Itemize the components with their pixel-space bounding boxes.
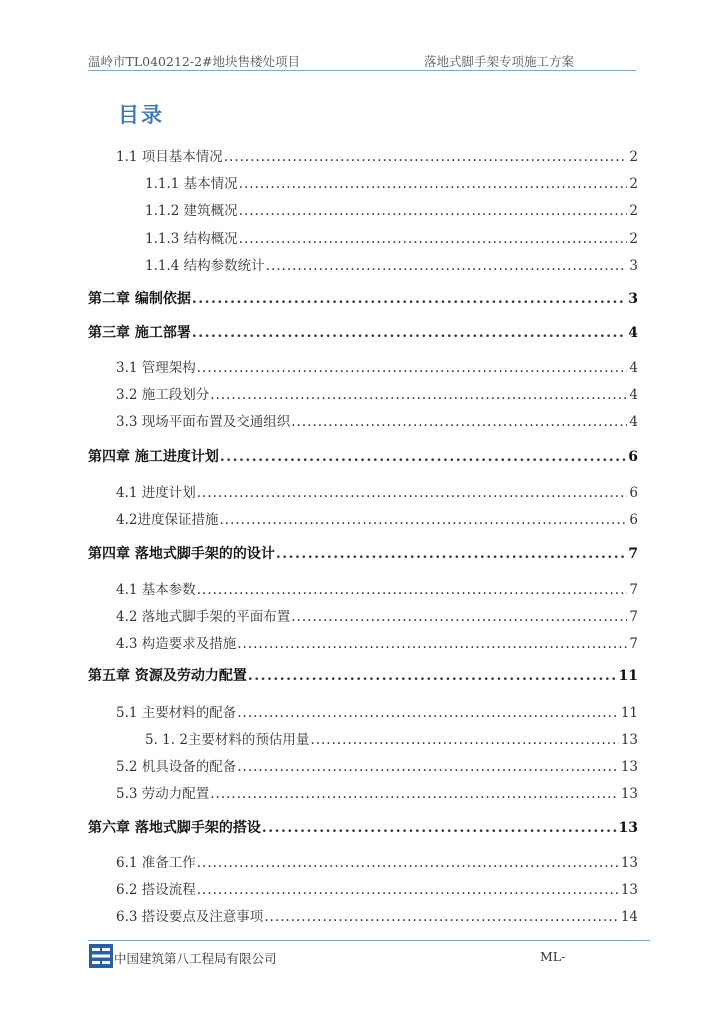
- toc-entry-label: 4.1 进度计划: [116, 485, 196, 501]
- toc-entry-label: 第四章 落地式脚手架的的设计: [88, 546, 275, 562]
- footer-divider: [88, 940, 650, 941]
- toc-entry-label: 第三章 施工部署: [88, 325, 191, 341]
- toc-entry-page-number: 13: [620, 759, 638, 775]
- toc-entry-page-number: 2: [629, 176, 638, 192]
- toc-entry-page-number: 7: [628, 546, 638, 562]
- toc-entry-label: 1.1.4 结构参数统计: [145, 258, 265, 274]
- toc-chapter-entry[interactable]: [88, 817, 638, 837]
- toc-entry-label: 第五章 资源及劳动力配置: [88, 668, 247, 684]
- toc-leader-dots: [192, 325, 626, 341]
- toc-entry-label: 3.2 施工段划分: [116, 387, 210, 403]
- footer-page-code: ML-: [540, 949, 566, 964]
- toc-entry-label: 1.1.3 结构概况: [145, 231, 238, 247]
- toc-section-entry[interactable]: [116, 383, 638, 403]
- toc-chapter-entry[interactable]: [88, 322, 638, 342]
- toc-leader-dots: [219, 512, 627, 528]
- toc-leader-dots: [197, 882, 619, 898]
- toc-entry-label: 3.1 管理架构: [116, 360, 196, 376]
- toc-entry-label: 4.2 落地式脚手架的平面布置: [116, 609, 291, 625]
- toc-entry-label: 4.1 基本参数: [116, 582, 196, 598]
- toc-section-entry[interactable]: [116, 578, 638, 598]
- toc-entry-label: 6.2 搭设流程: [116, 882, 196, 898]
- toc-subsection-entry[interactable]: [145, 227, 638, 247]
- toc-entry-page-number: 3: [629, 258, 638, 274]
- toc-entry-page-number: 11: [620, 705, 638, 721]
- toc-leader-dots: [210, 786, 619, 802]
- toc-entry-label: 1.1.2 建筑概况: [145, 203, 238, 219]
- toc-leader-dots: [276, 546, 626, 562]
- toc-leader-dots: [264, 909, 619, 925]
- toc-entry-page-number: 2: [629, 149, 638, 165]
- toc-entry-page-number: 13: [620, 786, 638, 802]
- toc-section-entry[interactable]: [116, 632, 638, 652]
- toc-entry-label: 第四章 施工进度计划: [88, 449, 219, 465]
- header-project-name: 温岭市TL040212-2#地块售楼处项目: [88, 54, 301, 69]
- toc-section-entry[interactable]: [116, 905, 638, 925]
- page-header: [88, 50, 636, 71]
- toc-leader-dots: [220, 449, 626, 465]
- toc-entry-page-number: 4: [628, 325, 638, 341]
- toc-leader-dots: [248, 668, 617, 684]
- toc-entry-page-number: 6: [628, 449, 638, 465]
- toc-leader-dots: [210, 387, 627, 403]
- toc-entry-page-number: 11: [618, 668, 638, 684]
- toc-section-entry[interactable]: [116, 851, 638, 871]
- toc-section-entry[interactable]: [116, 605, 638, 625]
- toc-entry-page-number: 13: [620, 882, 638, 898]
- toc-entry-label: 3.3 现场平面布置及交通组织: [116, 414, 291, 430]
- toc-leader-dots: [197, 360, 628, 376]
- footer-company-name: 中国建筑第八工程局有限公司: [114, 951, 277, 966]
- toc-leader-dots: [291, 414, 627, 430]
- toc-entry-label: 4.3 构造要求及措施: [116, 636, 237, 652]
- toc-chapter-entry[interactable]: [88, 446, 638, 466]
- toc-title: 目录: [118, 103, 164, 127]
- toc-entry-label: 6.1 准备工作: [116, 855, 196, 871]
- toc-entry-page-number: 3: [628, 291, 638, 307]
- toc-entry-label: 6.3 搭设要点及注意事项: [116, 909, 264, 925]
- toc-leader-dots: [197, 582, 628, 598]
- toc-leader-dots: [310, 732, 618, 748]
- toc-entry-label: 第二章 编制依据: [88, 291, 191, 307]
- toc-leader-dots: [237, 636, 627, 652]
- toc-subsection-entry[interactable]: [145, 254, 638, 274]
- toc-entry-page-number: 13: [620, 732, 638, 748]
- toc-entry-page-number: 2: [629, 203, 638, 219]
- toc-section-entry[interactable]: [116, 878, 638, 898]
- toc-leader-dots: [237, 759, 619, 775]
- toc-leader-dots: [237, 705, 619, 721]
- toc-entry-page-number: 4: [629, 414, 638, 430]
- toc-leader-dots: [239, 176, 628, 192]
- toc-entry-label: 4.2进度保证措施: [116, 512, 219, 528]
- toc-entry-label: 1.1 项目基本情况: [116, 149, 223, 165]
- cscec-logo-icon: [89, 944, 113, 968]
- toc-section-entry[interactable]: [116, 481, 638, 501]
- toc-entry-page-number: 13: [620, 855, 638, 871]
- toc-leader-dots: [239, 231, 628, 247]
- toc-subsection-entry[interactable]: [145, 172, 638, 192]
- toc-section-entry[interactable]: [116, 508, 638, 528]
- toc-subsection-entry[interactable]: [145, 199, 638, 219]
- toc-section-entry[interactable]: [116, 410, 638, 430]
- toc-entry-page-number: 4: [629, 387, 638, 403]
- toc-entry-label: 5.3 劳动力配置: [116, 786, 210, 802]
- toc-entry-label: 5.1 主要材料的配备: [116, 705, 237, 721]
- toc-section-entry[interactable]: [116, 755, 638, 775]
- toc-chapter-entry[interactable]: [88, 665, 638, 685]
- toc-entry-label: 5. 1. 2主要材料的预估用量: [145, 732, 310, 748]
- toc-subsection-entry[interactable]: [145, 728, 638, 748]
- toc-leader-dots: [239, 203, 628, 219]
- toc-entry-page-number: 4: [629, 360, 638, 376]
- toc-entry-page-number: 7: [629, 582, 638, 598]
- toc-chapter-entry[interactable]: [88, 288, 638, 308]
- toc-leader-dots: [266, 258, 628, 274]
- toc-chapter-entry[interactable]: [88, 543, 638, 563]
- toc-section-entry[interactable]: [116, 356, 638, 376]
- toc-entry-page-number: 6: [629, 512, 638, 528]
- toc-leader-dots: [192, 291, 626, 307]
- toc-entry-page-number: 7: [629, 609, 638, 625]
- toc-leader-dots: [224, 149, 628, 165]
- header-document-title: 落地式脚手架专项施工方案: [423, 54, 574, 69]
- toc-entry-page-number: 6: [629, 485, 638, 501]
- toc-section-entry[interactable]: [116, 782, 638, 802]
- toc-entry-page-number: 2: [629, 231, 638, 247]
- toc-entry-page-number: 7: [629, 636, 638, 652]
- toc-leader-dots: [291, 609, 627, 625]
- toc-entry-label: 5.2 机具设备的配备: [116, 759, 237, 775]
- toc-leader-dots: [197, 855, 619, 871]
- toc-entry-page-number: 13: [618, 820, 638, 836]
- toc-leader-dots: [197, 485, 628, 501]
- toc-entry-page-number: 14: [620, 909, 638, 925]
- toc-entry-label: 第六章 落地式脚手架的搭设: [88, 820, 261, 836]
- toc-leader-dots: [262, 820, 617, 836]
- toc-entry-label: 1.1.1 基本情况: [145, 176, 238, 192]
- toc-section-entry[interactable]: [116, 145, 638, 165]
- toc-section-entry[interactable]: [116, 701, 638, 721]
